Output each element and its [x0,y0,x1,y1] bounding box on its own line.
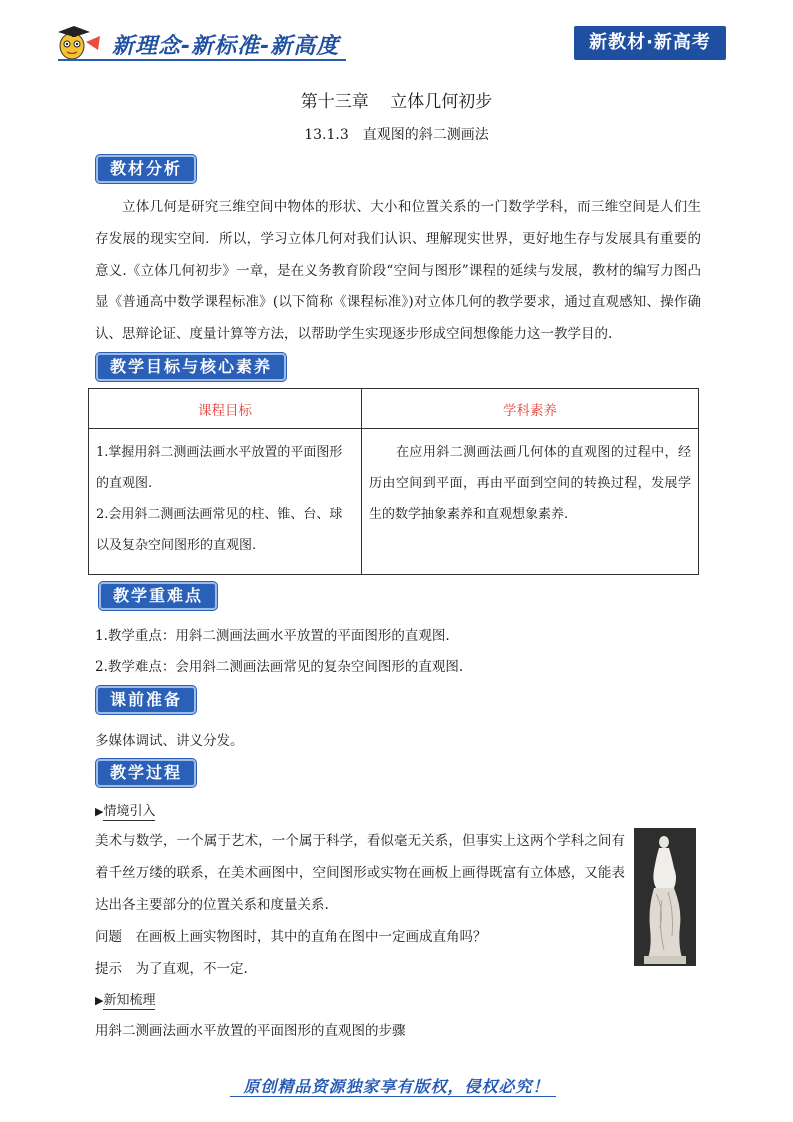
question-text: 问题 在画板上画实物图时，其中的直角在图中一定画成直角吗？ [95,929,487,945]
literacy-cell [362,429,699,575]
table-header-literacy: 学科素养 [362,389,699,429]
section-heading-goals: 教学目标与核心素养 [96,353,286,381]
new-knowledge-label-text: 新知梳理 [103,993,156,1008]
prep-text: 多媒体调试、讲义分发。 [95,733,244,749]
goals-table [88,388,699,575]
intro-label [95,800,155,819]
section-heading-keypoints: 教学重难点 [99,582,217,610]
chapter-name: 立体几何初步 [390,92,493,112]
section-heading-process: 教学过程 [96,759,196,787]
table-row [89,429,699,575]
section-heading-prep: 课前准备 [96,686,196,714]
analysis-text: 立体几何是研究三维空间中物体的形状、大小和位置关系的一门数学学科，而三维空间是人们生存发展的现实空间．所以，学习立体几何对我们认识、理解现实世界，更好地生存与发展具有重要的意义.《立体几何初步》一章，是在义务教育阶段“空间与图形”课程的延续与发展，教材的编写力图凸显《普通高中数学课程标准》(以下简称《课程标准》)对立体几何的教学要求，通过直观感知、操作确认、思辩论证、度量计算等方法，以帮助学生实现逐步形成空间想像能力这一教学目的. [95,199,701,343]
new-knowledge-label [95,989,155,1008]
new-knowledge-text: 用斜二测画法画水平放置的平面图形的直观图的步骤 [95,1023,406,1039]
keypoint-item: 1.教学重点：用斜二测画法画水平放置的平面图形的直观图. [95,628,450,644]
section-heading-analysis: 教材分析 [96,155,196,183]
section-subtitle: 13.1.3 直观图的斜二测画法 [304,127,489,143]
header-underline [58,59,346,61]
play-arrow-icon: ▶ [95,805,104,818]
hint-text: 提示 为了直观，不一定. [95,961,248,977]
play-arrow-icon: ▶ [95,994,104,1007]
copyright-footer: 原创精品资源独家享有版权，侵权必究！ [243,1077,550,1096]
header-badge: 新教材·新高考 [574,26,726,60]
intro-text: 美术与数学，一个属于艺术，一个属于科学，看似毫无关系，但事实上这两个学科之间有着千丝万缕的联系，在美术画图中，空间图形或实物在画板上画得既富有立体感，又能表达出各主要部分的位置关系和度量关系. [95,833,625,913]
chapter-title [0,87,793,112]
analysis-paragraph [95,192,701,351]
goal-item: 1.掌握用斜二测画法画水平放置的平面图形的直观图. [96,445,343,491]
intro-label-text: 情境引入 [103,804,156,819]
table-header-goals: 课程目标 [89,389,362,429]
intro-paragraph [95,826,625,921]
table-header-row [89,389,699,429]
chapter-number: 第十三章 [300,92,369,112]
keypoint-item: 2.教学难点：会用斜二测画法画常见的复杂空间图形的直观图. [95,659,464,675]
venus-statue-image [634,828,696,966]
footer-underline [230,1096,556,1097]
mascot-logo-icon [52,22,104,62]
goal-item: 2.会用斜二测画法画常见的柱、锥、台、球以及复杂空间图形的直观图. [96,507,343,553]
goals-cell [89,429,362,575]
literacy-text: 在应用斜二测画法画几何体的直观图的过程中，经历由空间到平面，再由平面到空间的转换过程，发展学生的数学抽象素养和直观想象素养. [369,445,691,522]
header-slogan: 新理念-新标准-新高度 [112,34,340,59]
